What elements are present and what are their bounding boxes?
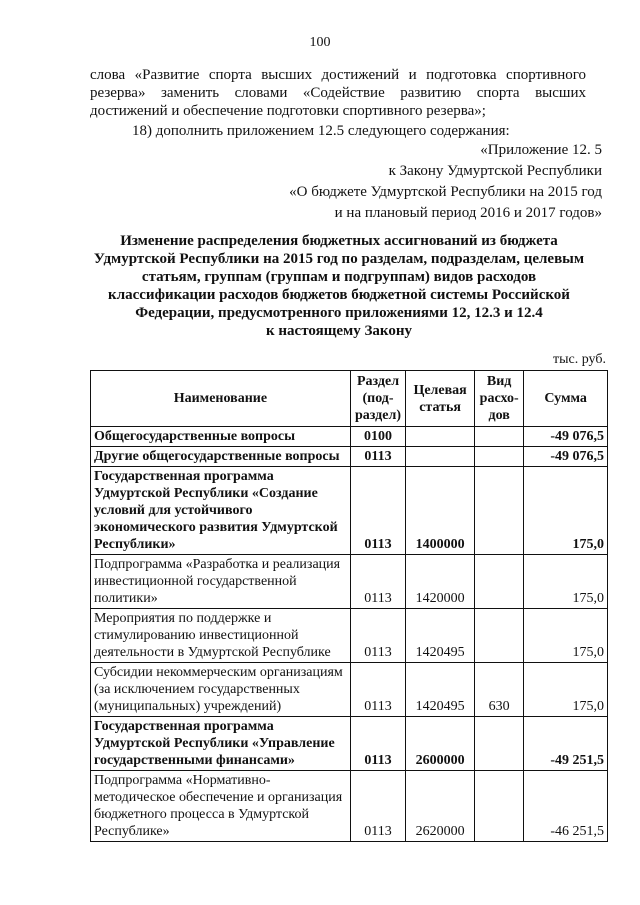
cell-type: [474, 467, 523, 555]
cell-target: 1420495: [406, 663, 475, 717]
header-sum: Сумма: [524, 371, 608, 427]
paragraph-line: слова «Развитие спорта высших достижений и подготовка спортивного: [90, 67, 586, 83]
cell-section: 0113: [350, 447, 405, 467]
units-label: тыс. руб.: [553, 352, 606, 367]
cell-target: [406, 447, 475, 467]
cell-target: 2600000: [406, 717, 475, 771]
header-type: Вид расхо-дов: [474, 371, 523, 427]
cell-type: 630: [474, 663, 523, 717]
cell-name: Общегосударственные вопросы: [91, 427, 351, 447]
appendix-line: к Закону Удмуртской Республики: [388, 163, 602, 179]
cell-section: 0113: [350, 555, 405, 609]
title-line: классификации расходов бюджетов бюджетной системы Российской: [108, 287, 570, 303]
cell-name: Подпрограмма «Нормативно-методическое обеспечение и организация бюджетного процесса в Удмуртской Республике»: [91, 771, 351, 842]
paragraph-line: достижений и обеспечение подготовки спортивного резерва»;: [90, 103, 486, 119]
cell-type: [474, 555, 523, 609]
cell-name: Другие общегосударственные вопросы: [91, 447, 351, 467]
cell-sum: -46 251,5: [524, 771, 608, 842]
cell-section: 0113: [350, 771, 405, 842]
cell-target: 1400000: [406, 467, 475, 555]
cell-name: Государственная программа Удмуртской Республики «Создание условий для устойчивого экономического развития Удмуртской Республики»: [91, 467, 351, 555]
title-line: Изменение распределения бюджетных ассигнований из бюджета: [120, 233, 558, 249]
cell-target: 2620000: [406, 771, 475, 842]
cell-name: Мероприятия по поддержке и стимулированию инвестиционной деятельности в Удмуртской Республике: [91, 609, 351, 663]
table-row: [91, 467, 608, 555]
table-row: [91, 447, 608, 467]
table-row: [91, 771, 608, 842]
title-line: Удмуртской Республики на 2015 год по разделам, подразделам, целевым: [93, 251, 585, 267]
appendix-heading: [289, 140, 602, 224]
budget-table: [90, 370, 608, 842]
cell-section: 0113: [350, 717, 405, 771]
table-row: [91, 427, 608, 447]
page-number: 100: [309, 35, 331, 50]
cell-target: 1420495: [406, 609, 475, 663]
item-18-text: 18) дополнить приложением 12.5 следующего содержания:: [132, 123, 510, 139]
table-header-row: [91, 371, 608, 427]
cell-sum: -49 076,5: [524, 427, 608, 447]
cell-sum: 175,0: [524, 467, 608, 555]
cell-name: Субсидии некоммерческим организациям (за исключением государственных (муниципальных) учреждений): [91, 663, 351, 717]
appendix-line: «О бюджете Удмуртской Республики на 2015 год: [289, 184, 602, 200]
document-title: [88, 232, 590, 340]
title-line: статьям, группам (группам и подгруппам) видов расходов: [141, 269, 537, 285]
cell-section: 0113: [350, 663, 405, 717]
table-row: [91, 717, 608, 771]
paragraph-line: резерва» заменить словами «Содействие развитию спорта высших: [90, 85, 586, 101]
table-row: [91, 555, 608, 609]
header-section: Раздел (под-раздел): [350, 371, 405, 427]
cell-sum: 175,0: [524, 609, 608, 663]
title-line: к настоящему Закону: [266, 323, 412, 339]
cell-sum: -49 076,5: [524, 447, 608, 467]
cell-sum: 175,0: [524, 663, 608, 717]
cell-section: 0113: [350, 467, 405, 555]
cell-section: 0113: [350, 609, 405, 663]
cell-type: [474, 771, 523, 842]
table-row: [91, 609, 608, 663]
header-name: Наименование: [91, 371, 351, 427]
cell-section: 0100: [350, 427, 405, 447]
cell-target: [406, 427, 475, 447]
cell-target: 1420000: [406, 555, 475, 609]
cell-type: [474, 717, 523, 771]
cell-type: [474, 427, 523, 447]
table-row: [91, 663, 608, 717]
title-line: Федерации, предусмотренного приложениями 12, 12.3 и 12.4: [135, 305, 543, 321]
cell-type: [474, 447, 523, 467]
cell-name: Подпрограмма «Разработка и реализация инвестиционной государственной политики»: [91, 555, 351, 609]
cell-sum: 175,0: [524, 555, 608, 609]
amendment-paragraph: [90, 66, 586, 120]
cell-type: [474, 609, 523, 663]
header-target: Целевая статья: [406, 371, 475, 427]
appendix-line: «Приложение 12. 5: [480, 142, 602, 158]
cell-name: Государственная программа Удмуртской Республики «Управление государственными финансами»: [91, 717, 351, 771]
cell-sum: -49 251,5: [524, 717, 608, 771]
appendix-line: и на плановый период 2016 и 2017 годов»: [334, 205, 602, 221]
